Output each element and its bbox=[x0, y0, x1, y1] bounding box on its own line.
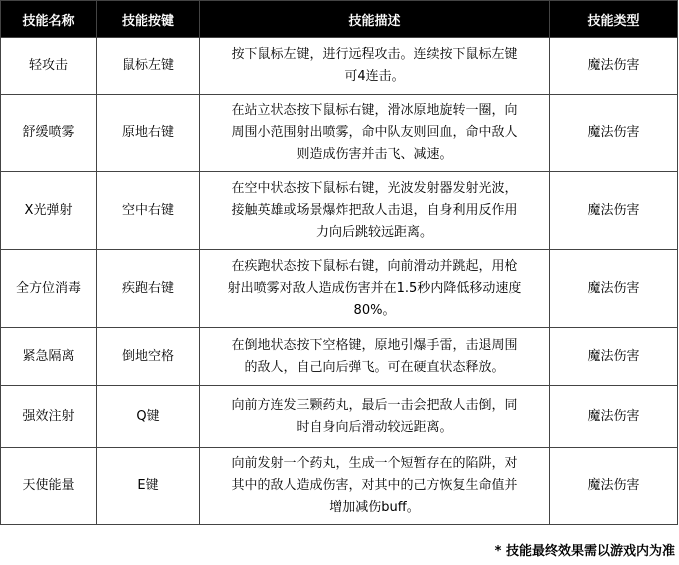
description-line: 在疾跑状态按下鼠标右键，向前滑动并跳起，用枪 bbox=[231, 258, 518, 274]
skill-description bbox=[200, 328, 550, 386]
description-line: 其中的敌人造成伤害，对其中的己方恢复生命值并 bbox=[231, 478, 518, 493]
skill-name: 天使能量 bbox=[1, 448, 97, 525]
description-line: 在倒地状态按下空格键，原地引爆手雷，击退周围 bbox=[231, 337, 518, 353]
description-line: 在空中状态按下鼠标右键，光波发射器发射光波， bbox=[231, 180, 518, 196]
table-row bbox=[1, 172, 678, 250]
header-skill-name: 技能名称 bbox=[1, 1, 97, 38]
description-line: 可4连击。 bbox=[344, 69, 405, 84]
description-line: 在站立状态按下鼠标右键，滑冰原地旋转一圈，向 bbox=[231, 103, 518, 118]
skill-name: 紧急隔离 bbox=[1, 328, 97, 386]
table-row bbox=[1, 250, 678, 328]
skill-description bbox=[200, 448, 550, 525]
skill-description bbox=[200, 38, 550, 95]
skill-type: 魔法伤害 bbox=[550, 386, 678, 448]
skill-name: 全方位消毒 bbox=[1, 250, 97, 328]
header-skill-type: 技能类型 bbox=[550, 1, 678, 38]
table-header-row bbox=[1, 1, 678, 38]
skill-name: 轻攻击 bbox=[1, 38, 97, 95]
skill-key: E键 bbox=[97, 448, 200, 525]
skill-key: Q键 bbox=[97, 386, 200, 448]
description-line: 按下鼠标左键，进行远程攻击。连续按下鼠标左键 bbox=[231, 47, 518, 62]
skill-name: X光弹射 bbox=[1, 172, 97, 250]
description-line: 增加减伤buff。 bbox=[329, 500, 420, 515]
description-line: 接触英雄或场景爆炸把敌人击退，自身利用反作用 bbox=[231, 202, 518, 218]
skill-key: 原地右键 bbox=[97, 95, 200, 172]
description-line: 周围小范围射出喷雾，命中队友则回血，命中敌人 bbox=[231, 125, 518, 140]
skill-name: 强效注射 bbox=[1, 386, 97, 448]
skill-type: 魔法伤害 bbox=[550, 250, 678, 328]
description-line: 80%。 bbox=[353, 302, 396, 318]
header-skill-key: 技能按键 bbox=[97, 1, 200, 38]
description-line: 时自身向后滑动较远距离。 bbox=[296, 419, 453, 435]
skill-key: 空中右键 bbox=[97, 172, 200, 250]
skill-type: 魔法伤害 bbox=[550, 448, 678, 525]
skill-key: 倒地空格 bbox=[97, 328, 200, 386]
skill-key: 鼠标左键 bbox=[97, 38, 200, 95]
skill-type: 魔法伤害 bbox=[550, 328, 678, 386]
description-line: 力向后跳较远距离。 bbox=[315, 224, 433, 240]
header-skill-description: 技能描述 bbox=[200, 1, 550, 38]
skill-type: 魔法伤害 bbox=[550, 38, 678, 95]
table-row bbox=[1, 328, 678, 386]
description-line: 则造成伤害并击飞、减速。 bbox=[296, 147, 453, 162]
skill-description bbox=[200, 250, 550, 328]
skill-description bbox=[200, 95, 550, 172]
skill-description bbox=[200, 172, 550, 250]
skill-description bbox=[200, 386, 550, 448]
description-line: 向前方连发三颗药丸，最后一击会把敌人击倒，同 bbox=[231, 397, 518, 413]
table-row bbox=[1, 448, 678, 525]
table-row bbox=[1, 386, 678, 448]
description-line: 向前发射一个药丸，生成一个短暂存在的陷阱，对 bbox=[231, 456, 518, 471]
footnote: * 技能最终效果需以游戏内为准 bbox=[494, 544, 675, 559]
description-line: 的敌人，自己向后弹飞。可在硬直状态释放。 bbox=[244, 359, 505, 375]
description-line: 射出喷雾对敌人造成伤害并在1.5秒内降低移动速度 bbox=[227, 280, 522, 296]
table-row bbox=[1, 95, 678, 172]
table-row bbox=[1, 38, 678, 95]
skill-type: 魔法伤害 bbox=[550, 95, 678, 172]
skill-type: 魔法伤害 bbox=[550, 172, 678, 250]
skill-key: 疾跑右键 bbox=[97, 250, 200, 328]
skill-name: 舒缓喷雾 bbox=[1, 95, 97, 172]
